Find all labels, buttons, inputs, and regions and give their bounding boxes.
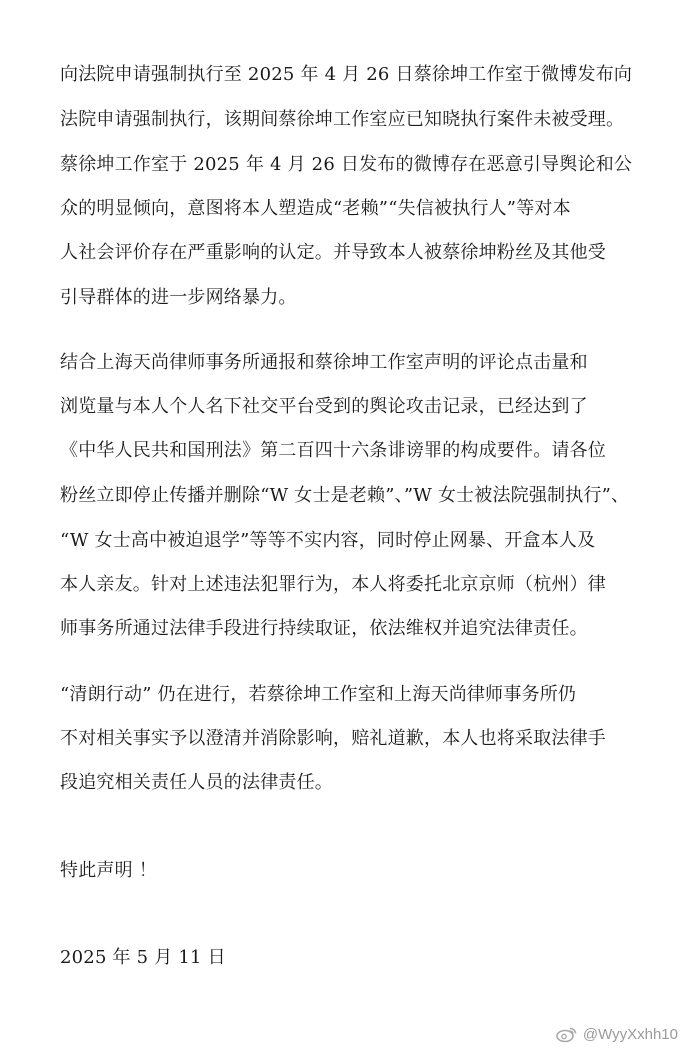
paragraph-4-line-2: 不对相关事实予以澄清并消除影响，赔礼道歉，本人也将采取法律手 — [60, 728, 606, 749]
paragraph-3-line-5: “W 女士高中被迫退学”等等不实内容，同时停止网暴、开盒本人及 — [60, 530, 596, 551]
watermark-username: @WyyXxhh10 — [582, 1025, 678, 1043]
closing-statement: 特此声明 ！ — [60, 860, 157, 881]
weibo-watermark — [556, 1025, 678, 1043]
paragraph-1-line-2: 法院申请强制执行，该期间蔡徐坤工作室应已知晓执行案件未被受理。 — [60, 109, 625, 130]
paragraph-3-line-1: 结合上海天尚律师事务所通报和蔡徐坤工作室声明的评论点击量和 — [60, 352, 588, 373]
paragraph-2-line-3: 人社会评价存在严重影响的认定。并导致本人被蔡徐坤粉丝及其他受 — [60, 242, 606, 263]
paragraph-1-line-1: 向法院申请强制执行至 2025 年 4 月 26 日蔡徐坤工作室于微博发布向 — [60, 64, 633, 85]
paragraph-2-line-2: 众的明显倾向，意图将本人塑造成“老赖”“失信被执行人”等对本 — [60, 198, 571, 219]
paragraph-3-line-3: 《中华人民共和国刑法》第二百四十六条诽谤罪的构成要件。请各位 — [60, 440, 606, 461]
paragraph-4-line-3: 段追究相关责任人员的法律责任。 — [60, 772, 333, 793]
paragraph-3-line-6: 本人亲友。针对上述违法犯罪行为，本人将委托北京京师（杭州）律 — [60, 574, 606, 595]
statement-date: 2025 年 5 月 11 日 — [60, 947, 226, 968]
paragraph-2-line-4: 引导群体的进一步网络暴力。 — [60, 287, 297, 308]
paragraph-2-line-1: 蔡徐坤工作室于 2025 年 4 月 26 日发布的微博存在恶意引导舆论和公 — [60, 154, 633, 175]
paragraph-4-line-1: “清朗行动” 仍在进行，若蔡徐坤工作室和上海天尚律师事务所仍 — [60, 684, 577, 705]
weibo-icon — [556, 1025, 578, 1043]
paragraph-3-line-4: 粉丝立即停止传播并删除“W 女士是老赖”、”W 女士被法院强制执行”、 — [60, 485, 630, 506]
paragraph-3-line-2: 浏览量与本人个人名下社交平台受到的舆论攻击记录，已经达到了 — [60, 396, 588, 417]
paragraph-3-line-7: 师事务所通过法律手段进行持续取证，依法维权并追究法律责任。 — [60, 618, 588, 639]
